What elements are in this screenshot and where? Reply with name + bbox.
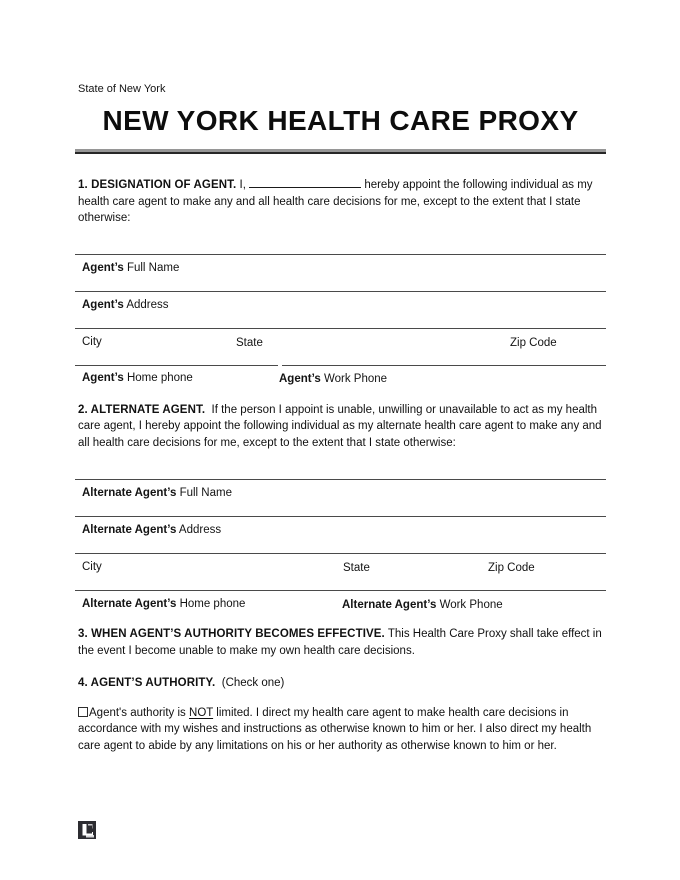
principal-name-blank[interactable] [249, 177, 361, 188]
alternate-full-name-label: Full Name [179, 487, 232, 499]
agent-work-phone-label-bold: Agent’s [279, 372, 321, 385]
agent-address-label-bold: Agent’s [82, 298, 124, 311]
section1-body: hereby appoint the following individual as my health care agent to make any and all health care decisions for me, except to the extent that I state otherwise: [78, 179, 593, 224]
alternate-address-label: Address [178, 524, 222, 536]
agent-zip-label: Zip Code [510, 336, 557, 349]
alternate-home-phone-label-bold: Alternate Agent’s [82, 598, 177, 610]
agent-full-name-label: Full Name [126, 261, 180, 274]
alternate-city-label: City [82, 561, 102, 573]
agent-phones-field[interactable] [75, 365, 606, 385]
agent-work-phone-label: Work Phone [323, 372, 388, 385]
alternate-zip-label: Zip Code [488, 562, 535, 574]
alternate-work-phone-label: Work Phone [439, 599, 503, 611]
agent-address-field[interactable] [75, 291, 606, 312]
agent-full-name-field[interactable] [75, 254, 606, 275]
agent-home-phone-label: Home phone [126, 371, 193, 384]
agent-address-label: Address [126, 298, 169, 311]
agent-city-label: City [82, 335, 102, 348]
alternate-work-phone-label-wrap [342, 598, 503, 612]
section1-heading: 1. DESIGNATION OF AGENT. [78, 179, 237, 191]
alternate-city-state-zip-field[interactable] [75, 553, 606, 574]
agent-home-phone-line [75, 365, 278, 366]
option1-text-before: Agent's authority is [89, 706, 186, 719]
alternate-address-label-bold: Alternate Agent’s [82, 524, 177, 536]
section1-leadin: I, [239, 179, 246, 191]
legal-templates-logo-icon [78, 821, 97, 840]
alternate-full-name-field[interactable] [75, 479, 606, 500]
agent-state-label: State [236, 336, 263, 349]
section3-body: This Health Care Proxy shall take effect in the event I become unable to make my own health care decisions. [78, 628, 602, 657]
agent-full-name-label-bold: Agent’s [82, 261, 124, 274]
section3-paragraph [75, 626, 606, 659]
agent-work-phone-line [282, 365, 606, 366]
section2-heading: 2. ALTERNATE AGENT. [78, 403, 206, 416]
title-rule [75, 149, 606, 154]
section4-paragraph [75, 675, 606, 692]
state-label: State of New York [78, 83, 166, 95]
page-title: NEW YORK HEALTH CARE PROXY [102, 105, 579, 136]
alternate-home-phone-label: Home phone [179, 598, 246, 610]
agent-work-phone-label-wrap [279, 372, 387, 386]
section1-paragraph [75, 177, 606, 227]
alternate-agent-fields [75, 479, 606, 611]
authority-not-limited-checkbox[interactable] [78, 707, 88, 717]
section4-heading: 4. AGENT’S AUTHORITY. [78, 677, 216, 689]
agent-home-phone-label-bold: Agent’s [82, 371, 124, 384]
option1-text-after: limited. I direct my health care agent to make health care decisions in accordance with my wishes and instructions as otherwise known to him or her. I also direct my health care agent to abide by any limitations on his or her authority as otherwise known to him or her. [78, 706, 592, 752]
agent-fields [75, 254, 606, 385]
option1-underlined-word: NOT [189, 706, 214, 719]
authority-not-limited-option [75, 705, 606, 755]
section2-paragraph [75, 402, 606, 452]
section2-body: If the person I appoint is unable, unwilling or unavailable to act as my health care agent, I hereby appoint the following individual as my alternate health care agent to make any and all health care decisions for me, except to the extent that I state otherwise: [78, 403, 602, 449]
section4-note: (Check one) [221, 677, 285, 689]
alternate-phones-field[interactable] [75, 590, 606, 611]
section3-heading: 3. WHEN AGENT’S AUTHORITY BECOMES EFFECTIVE. [78, 628, 385, 640]
alternate-address-field[interactable] [75, 516, 606, 537]
agent-city-state-zip-field[interactable] [75, 328, 606, 349]
legal-templates-logo [78, 821, 97, 840]
alternate-full-name-label-bold: Alternate Agent’s [82, 487, 177, 499]
alternate-work-phone-label-bold: Alternate Agent’s [342, 599, 437, 611]
alternate-state-label: State [343, 562, 370, 574]
